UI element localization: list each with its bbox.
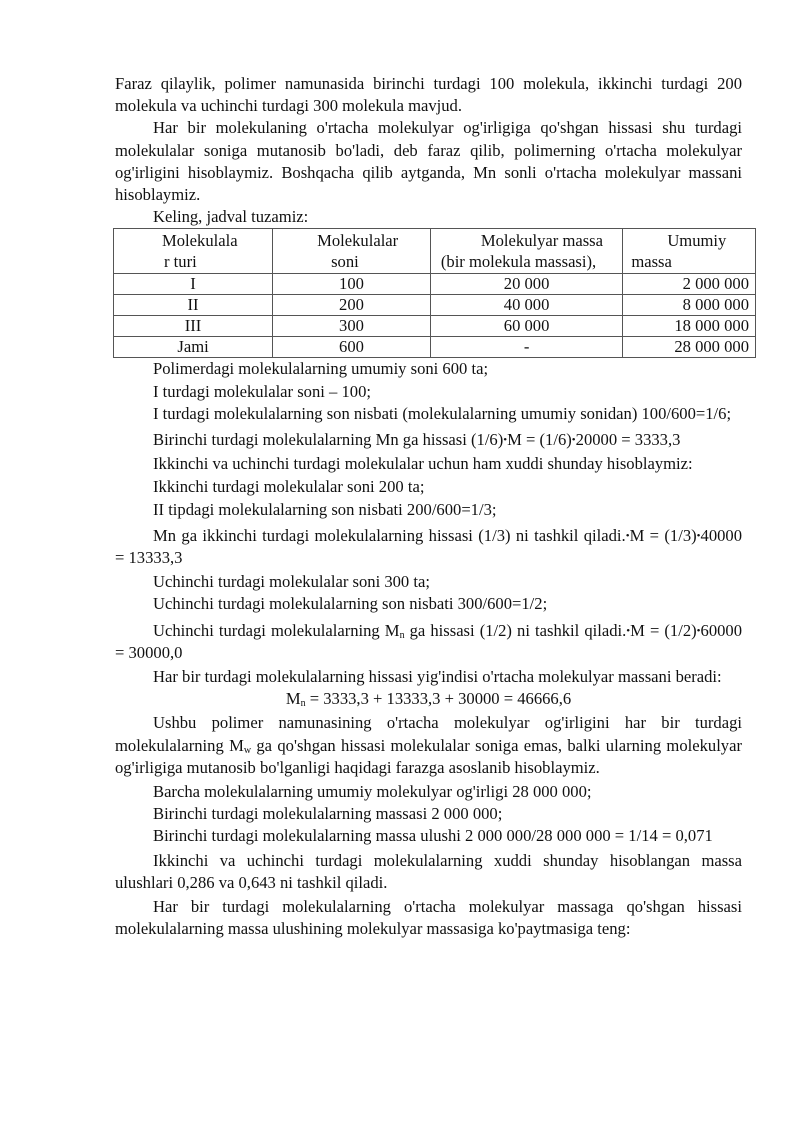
paragraph-table-intro: Keling, jadval tuzamiz: — [153, 207, 309, 227]
paragraph-mw-assumption: Ushbu polimer namunasining o'rtacha molekulyar og'irligini har bir turdagi molekulalarning $M_w$ ga qo'shgan hissasi molekulalar soniga emas, balki ularning molekulyar og'irligiga mutanosib bo'lganligi haqidagi farazga asoslanib hisoblaymiz. — [115, 713, 742, 777]
paragraph-type1-mass: Birinchi turdagi molekulalarning massasi 2 000 000; — [153, 804, 503, 824]
paragraph-type1-count: I turdagi molekulalar soni – 100; — [153, 381, 371, 401]
equation-mn: $M_n = 3333,3 + 13333,3 + 30000 = 46666,6$ — [285, 689, 572, 710]
table-cell: - — [430, 337, 622, 358]
paragraph-intro: Faraz qilaylik, polimer namunasida birinchi turdagi 100 molekula, ikkinchi turdagi 200 molekula va uchinchi turdagi 300 molekula mavjud. — [115, 74, 742, 116]
paragraph-type1-contribution: Birinchi turdagi molekulalarning Mn ga hissasi (1/6)•M = (1/6)•20000 = 3333,3 — [153, 430, 681, 450]
paragraph-type3-contribution: Uchinchi turdagi molekulalarning $M_n$ ga hissasi (1/2) ni tashkil qiladi.•M = (1/2)•60000 = 30000,0 — [115, 620, 742, 662]
table-cell: 8 000 000 — [623, 295, 756, 316]
paragraph-type2-ratio: II tipdagi molekulalarning son nisbati 200/600=1/3; — [153, 499, 497, 519]
paragraph-type3-ratio: Uchinchi turdagi molekulalarning son nisbati 300/600=1/2; — [153, 594, 548, 614]
paragraph-total-mass: Barcha molekulalarning umumiy molekulyar og'irligi 28 000 000; — [153, 782, 592, 802]
table-cell: 20 000 — [430, 274, 622, 295]
header-cell-total: Umumiy massa — [623, 229, 756, 274]
paragraph-similar-calc: Ikkinchi va uchinchi turdagi molekulalar uchun ham xuddi shunday hisoblaymiz: — [153, 454, 693, 474]
table-row — [114, 274, 756, 295]
paragraph-type1-fraction: Birinchi turdagi molekulalarning massa ulushi 2 000 000/28 000 000 = 1/14 = 0,071 — [153, 826, 713, 846]
paragraph-type3-count: Uchinchi turdagi molekulalar soni 300 ta; — [153, 572, 430, 592]
paragraph-assumption: Har bir molekulaning o'rtacha molekulyar og'irligiga qo'shgan hissasi shu turdagi molekulalar soniga mutanosib bo'ladi, deb faraz qilib, polimerning o'rtacha molekulyar og'irligini hisoblaymiz. Boshqacha qilib aytganda, Mn sonli o'rtacha molekulyar massani hisoblaymiz. — [115, 118, 742, 205]
paragraph-type2-count: Ikkinchi turdagi molekulalar soni 200 ta; — [153, 477, 425, 497]
paragraph-other-fractions: Ikkinchi va uchinchi turdagi molekulalarning xuddi shunday hisoblangan massa ulushlari 0,286 va 0,643 ni tashkil qiladi. — [115, 850, 742, 892]
table-cell: Jami — [114, 337, 273, 358]
table-cell: 40 000 — [430, 295, 622, 316]
table-cell: 300 — [273, 316, 431, 337]
table-cell: 18 000 000 — [623, 316, 756, 337]
table-header-row — [114, 229, 756, 274]
header-cell-count: Molekulalar soni — [273, 229, 431, 274]
table-cell: 600 — [273, 337, 431, 358]
molecule-table — [113, 228, 756, 358]
table-cell: 2 000 000 — [623, 274, 756, 295]
paragraph-total-count: Polimerdagi molekulalarning umumiy soni 600 ta; — [153, 359, 489, 379]
table-cell: II — [114, 295, 273, 316]
table-cell: 200 — [273, 295, 431, 316]
table-cell: I — [114, 274, 273, 295]
paragraph-sum-intro: Har bir turdagi molekulalarning hissasi yig'indisi o'rtacha molekulyar massani beradi: — [153, 667, 722, 687]
header-cell-mass: Molekulyar massa (bir molekula massasi), — [430, 229, 622, 274]
table-row — [114, 295, 756, 316]
document-page — [115, 73, 749, 941]
paragraph-contribution-rule: Har bir turdagi molekulalarning o'rtacha molekulyar massaga qo'shgan hissasi molekulalarning massa ulushining molekulyar massasiga ko'paytmasiga teng: — [115, 897, 742, 939]
header-cell-type: Molekulala r turi — [114, 229, 273, 274]
table-cell: 100 — [273, 274, 431, 295]
table-cell: III — [114, 316, 273, 337]
table-row — [114, 316, 756, 337]
table-row-total — [114, 337, 756, 358]
paragraph-type2-contribution: Mn ga ikkinchi turdagi molekulalarning hissasi (1/3) ni tashkil qiladi.•M = (1/3)•40000 = 13333,3 — [115, 525, 742, 568]
table-cell: 28 000 000 — [623, 337, 756, 358]
paragraph-type1-ratio: I turdagi molekulalarning son nisbati (molekulalarning umumiy sonidan) 100/600=1/6; — [153, 403, 732, 423]
table-cell: 60 000 — [430, 316, 622, 337]
